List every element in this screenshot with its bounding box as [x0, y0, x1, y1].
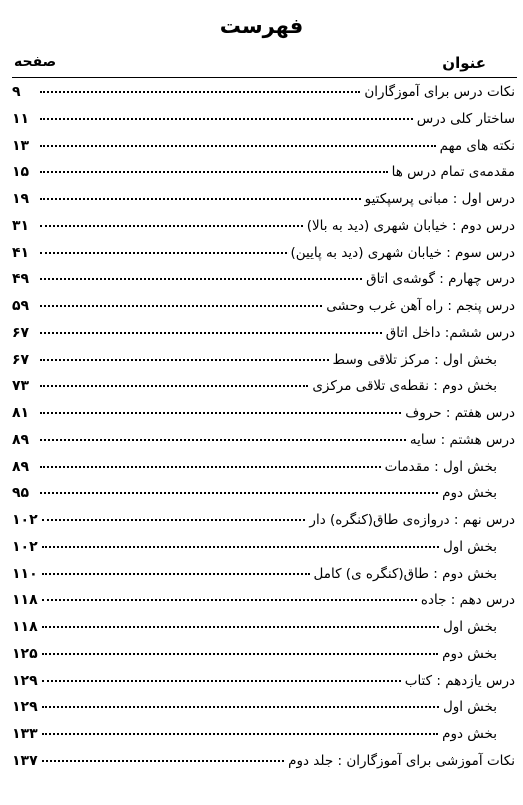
dot-leader: [40, 278, 362, 280]
toc-entry-label: بخش اول: [442, 538, 497, 555]
toc-entry-page-number: ۱۲۹: [12, 672, 38, 689]
toc-entry-page-number: ۴۹: [12, 271, 30, 288]
toc-entry[interactable]: [12, 512, 515, 539]
toc-entry-page-number: ۱۳۳: [12, 726, 38, 742]
dot-leader: [42, 706, 439, 708]
toc-entry-label: نکته های مهم: [439, 137, 515, 154]
toc-entry-label: درس سوم : خیابان شهری (دید به پایین): [290, 244, 515, 261]
toc-entry-page-number: ۱۰۲: [12, 538, 38, 555]
dot-leader: [40, 305, 322, 307]
toc-entry-page-number: ۴۱: [12, 244, 30, 261]
toc-entry[interactable]: [12, 485, 515, 512]
toc-entry-label: بخش اول: [442, 619, 497, 635]
toc-entry[interactable]: [12, 164, 515, 191]
dot-leader: [40, 145, 436, 147]
toc-entry[interactable]: [12, 84, 515, 111]
toc-entry[interactable]: [12, 218, 515, 245]
toc-entry-page-number: ۱۱۸: [12, 592, 38, 609]
toc-entry[interactable]: [12, 646, 515, 673]
toc-entry-page-number: ۱۰۲: [12, 512, 38, 528]
page-title: فهرست: [219, 14, 304, 38]
toc-entry-page-number: ۱۳۷: [12, 752, 38, 769]
toc-entry-label: درس چهارم : گوشه‌ی اتاق: [366, 271, 515, 288]
toc-entry-page-number: ۱۵: [12, 164, 30, 181]
toc-entry-page-number: ۱۲۵: [12, 645, 38, 662]
dot-leader: [42, 653, 438, 655]
toc-entry[interactable]: [12, 566, 515, 593]
toc-entry-label: بخش اول : مرکز تلاقی وسط: [332, 351, 497, 368]
dot-leader: [40, 492, 438, 494]
toc-entry-label: درس پنجم : راه آهن غرب وحشی: [326, 298, 515, 314]
toc-entry-page-number: ۹: [12, 84, 21, 100]
toc-entry[interactable]: [12, 352, 515, 379]
toc-entry-page-number: ۷۳: [12, 378, 30, 395]
toc-entry-label: درس هفتم : حروف: [405, 405, 515, 421]
toc-entry[interactable]: [12, 753, 515, 780]
dot-leader: [42, 733, 438, 735]
toc-entry-page-number: ۱۱۸: [12, 619, 38, 635]
toc-entry[interactable]: [12, 726, 515, 753]
toc-entry[interactable]: [12, 245, 515, 272]
toc-entry[interactable]: [12, 539, 515, 566]
toc-entry-label: بخش دوم: [442, 485, 497, 502]
dot-leader: [42, 546, 439, 548]
dot-leader: [40, 332, 382, 334]
toc-entry-label: درس دوم : خیابان شهری (دید به بالا): [306, 217, 515, 234]
toc-entry[interactable]: [12, 699, 515, 726]
toc-entry-label: بخش اول: [442, 699, 497, 716]
toc-entry-page-number: ۶۷: [12, 351, 30, 368]
toc-entry-label: درس یازدهم : کتاب: [404, 672, 515, 689]
toc-entry[interactable]: [12, 592, 515, 619]
dot-leader: [42, 680, 401, 682]
toc-entry-label: بخش اول : مقدمات: [384, 458, 497, 475]
toc-entry-page-number: ۱۲۹: [12, 699, 38, 716]
dot-leader: [40, 412, 401, 414]
toc-entry-page-number: ۳۱: [12, 217, 30, 234]
dot-leader: [40, 359, 329, 361]
dot-leader: [42, 626, 439, 628]
dot-leader: [42, 599, 417, 601]
toc-entry-page-number: ۱۹: [12, 191, 30, 207]
toc-entry[interactable]: [12, 325, 515, 352]
dot-leader: [40, 439, 406, 441]
toc-entry-page-number: ۶۷: [12, 324, 30, 341]
header-page-column: صفحه: [14, 54, 57, 70]
toc-entry-label: ساختار کلی درس: [416, 110, 515, 127]
toc-entry[interactable]: [12, 191, 515, 218]
toc-entry-label: درس هشتم : سایه: [409, 431, 515, 448]
dot-leader: [40, 91, 360, 93]
dot-leader: [40, 225, 303, 227]
toc-entry[interactable]: [12, 271, 515, 298]
toc-entry[interactable]: [12, 459, 515, 486]
table-header: [14, 52, 514, 76]
table-of-contents: [12, 84, 515, 780]
header-title-column: عنوان: [442, 54, 486, 72]
toc-entry-label: بخش دوم : طاق(کنگره ی) کامل: [313, 565, 497, 582]
toc-entry-page-number: ۸۹: [12, 431, 30, 448]
toc-entry-label: بخش دوم : نقطه‌ی تلاقی مرکزی: [312, 378, 497, 395]
toc-entry-page-number: ۱۱: [12, 110, 30, 127]
toc-entry-label: درس دهم : جاده: [420, 592, 515, 609]
toc-entry-label: درس ششم: داخل اتاق: [385, 324, 515, 341]
header-divider: [12, 77, 517, 78]
toc-entry[interactable]: [12, 619, 515, 646]
dot-leader: [40, 466, 381, 468]
dot-leader: [40, 171, 388, 173]
toc-entry-label: درس اول : مبانی پرسپکتیو: [364, 191, 515, 207]
dot-leader: [40, 198, 361, 200]
toc-entry-page-number: ۸۹: [12, 458, 30, 475]
toc-entry-page-number: ۱۱۰: [12, 565, 38, 582]
dot-leader: [40, 252, 287, 254]
dot-leader: [40, 118, 413, 120]
toc-entry-page-number: ۹۵: [12, 485, 30, 502]
dot-leader: [42, 760, 284, 762]
toc-entry-label: مقدمه‌ی تمام درس ها: [391, 164, 515, 181]
toc-entry-page-number: ۸۱: [12, 405, 30, 421]
toc-entry-label: نکات درس برای آموزگاران: [364, 84, 515, 100]
toc-entry-label: بخش دوم: [442, 726, 497, 742]
toc-entry[interactable]: [12, 673, 515, 700]
toc-entry[interactable]: [12, 432, 515, 459]
toc-entry-label: درس نهم : دروازه‌ی طاق(کنگره) دار: [309, 512, 515, 528]
dot-leader: [42, 573, 310, 575]
toc-entry-label: بخش دوم: [442, 645, 497, 662]
dot-leader: [40, 385, 308, 387]
toc-entry[interactable]: [12, 405, 515, 432]
toc-entry[interactable]: [12, 298, 515, 325]
toc-entry[interactable]: [12, 111, 515, 138]
toc-entry-label: نکات آموزشی برای آموزگاران : جلد دوم: [288, 752, 515, 769]
toc-entry-page-number: ۵۹: [12, 298, 30, 314]
toc-entry[interactable]: [12, 138, 515, 165]
toc-entry-page-number: ۱۳: [12, 137, 30, 154]
dot-leader: [42, 519, 306, 521]
toc-entry[interactable]: [12, 378, 515, 405]
